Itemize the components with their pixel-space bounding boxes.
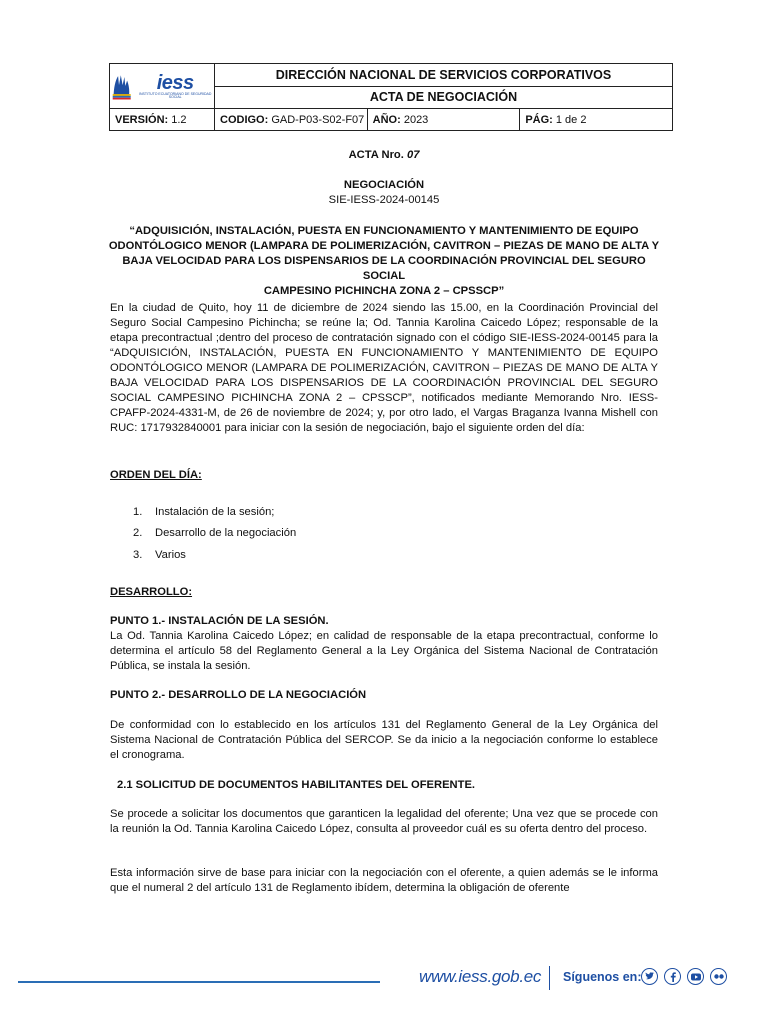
desarrollo-heading: DESARROLLO: — [110, 586, 193, 598]
page-cell — [520, 109, 673, 131]
intro-paragraph: En la ciudad de Quito, hoy 11 de diciembre de 2024 siendo las 15.00, en la Coordinación Provincial del Seguro Social Campesino Pichincha; se reúne la; Od. Tannia Karolina Caicedo López; responsable de la etapa precontractual ;dentro del proceso de contratación signado con el código SIE-IESS-2024-00145 para la “ADQUISICIÓN, INSTALACIÓN, PUESTA EN FUNCIONAMIENTO Y MANTENIMIENTO DE EQUIPO ODONTÓLOGICO MENOR (LAMPARA DE POLIMERIZACIÓN, CAVITRON – PIEZAS DE MANO DE ALTA Y BAJA VELOCIDAD PARA LOS DISPENSARIOS DE LA COORDINACIÓN PROVINCIAL DEL SEGURO SOCIAL CAMPESINO PICHINCHA ZONA 2 – CPSSCP”, notificados mediante Memorando Nro. IESS-CPAFP-2024-4331-M, de 26 de noviembre de 2024; y, por otro lado, el Vargas Braganza Ivanna Mishell con RUC: 1717932840001 para iniciar con la sesión de negociación, bajo el siguiente orden del día: — [110, 302, 658, 434]
punto2-text: De conformidad con lo establecido en los artículos 131 del Reglamento General de la Ley Orgánica del Sistema Nacional de Contratación Pública del SERCOP. Se da inicio a la negociación conforme lo establece el cronograma. — [110, 719, 658, 761]
agenda-heading: ORDEN DEL DÍA: — [110, 469, 202, 481]
page-label: PÁG: — [525, 113, 553, 126]
year-label: AÑO: — [372, 113, 401, 126]
version-cell — [110, 109, 215, 131]
logo-cell — [110, 64, 215, 109]
subject-line: “ADQUISICIÓN, INSTALACIÓN, PUESTA EN FUNCIONAMIENTO Y MANTENIMIENTO DE EQUIPO — [129, 225, 639, 237]
subject-line: BAJA VELOCIDAD PARA LOS DISPENSARIOS DE LA COORDINACIÓN PROVINCIAL DEL SEGURO SOCIAL — [122, 255, 646, 282]
flickr-icon[interactable] — [710, 968, 727, 985]
punto2-heading: PUNTO 2.- DESARROLLO DE LA NEGOCIACIÓN — [110, 689, 367, 701]
iess-logo — [110, 71, 214, 101]
org-title: DIRECCIÓN NACIONAL DE SERVICIOS CORPORATIVOS — [215, 64, 673, 87]
footer-separator — [549, 966, 550, 990]
agenda-item-text: Varios — [155, 549, 186, 561]
year-value: 2023 — [403, 113, 429, 126]
subject-block — [100, 224, 668, 299]
version-label: VERSIÓN: — [115, 113, 169, 126]
code-label: CODIGO: — [220, 113, 269, 126]
document-header-table — [109, 63, 673, 131]
page-value: 1 de 2 — [555, 113, 587, 126]
youtube-icon[interactable] — [687, 968, 704, 985]
punto1-heading: PUNTO 1.- INSTALACIÓN DE LA SESIÓN. — [110, 615, 329, 627]
facebook-icon[interactable] — [664, 968, 681, 985]
negotiation-code: SIE-IESS-2024-00145 — [328, 194, 440, 206]
footer-rule — [18, 981, 380, 983]
acta-number-value: 07 — [406, 149, 420, 161]
agenda-item-number: 3. — [133, 549, 143, 561]
twitter-icon[interactable] — [641, 968, 658, 985]
logo-wordmark: iess — [156, 71, 194, 94]
subject-line: ODONTÓLOGICO MENOR (LAMPARA DE POLIMERIZACIÓN, CAVITRON – PIEZAS DE MANO DE ALTA Y — [108, 240, 660, 252]
acta-label: ACTA Nro. — [348, 149, 404, 161]
punto1-text: La Od. Tannia Karolina Caicedo López; en calidad de responsable de la etapa precontractual, conforme lo determina el artículo 58 del Reglamento General a la Ley Orgánica del Sistema Nacional de Contratación Pública, se instala la sesión. — [110, 630, 658, 672]
acta-number — [110, 148, 658, 163]
iess-emblem-icon — [110, 71, 133, 101]
code-cell — [215, 109, 368, 131]
footer-website-link[interactable]: www.iess.gob.ec — [419, 967, 542, 986]
section21-paragraph-2: Esta información sirve de base para iniciar con la negociación con el oferente, a quien además se le informa que el numeral 2 del artículo 131 de Reglamento ibídem, determina la obligación de oferente — [110, 867, 658, 894]
code-value: GAD-P03-S02-F07 — [271, 113, 365, 126]
agenda-item-number: 2. — [133, 527, 143, 539]
footer-follow-label: Síguenos en: — [563, 970, 642, 984]
agenda-item-number: 1. — [133, 506, 143, 518]
negotiation-title: NEGOCIACIÓN — [343, 179, 425, 191]
subject-line: CAMPESINO PICHINCHA ZONA 2 – CPSSCP” — [263, 285, 505, 297]
logo-subtext: INSTITUTO ECUATORIANO DE SEGURIDAD SOCIAL — [139, 91, 212, 99]
year-cell — [367, 109, 520, 131]
doc-type-title: ACTA DE NEGOCIACIÓN — [215, 86, 673, 109]
section21-heading: 2.1 SOLICITUD DE DOCUMENTOS HABILITANTES DEL OFERENTE. — [117, 779, 476, 791]
agenda-item-text: Desarrollo de la negociación — [155, 527, 297, 539]
agenda-item-text: Instalación de la sesión; — [155, 506, 275, 518]
section21-paragraph-1: Se procede a solicitar los documentos que garanticen la legalidad del oferente; Una vez que se procede con la reunión la Od. Tannia Karolina Caicedo López, consulta al proveedor cuál es su oferta dentro del proceso. — [110, 808, 658, 835]
version-value: 1.2 — [171, 113, 187, 126]
